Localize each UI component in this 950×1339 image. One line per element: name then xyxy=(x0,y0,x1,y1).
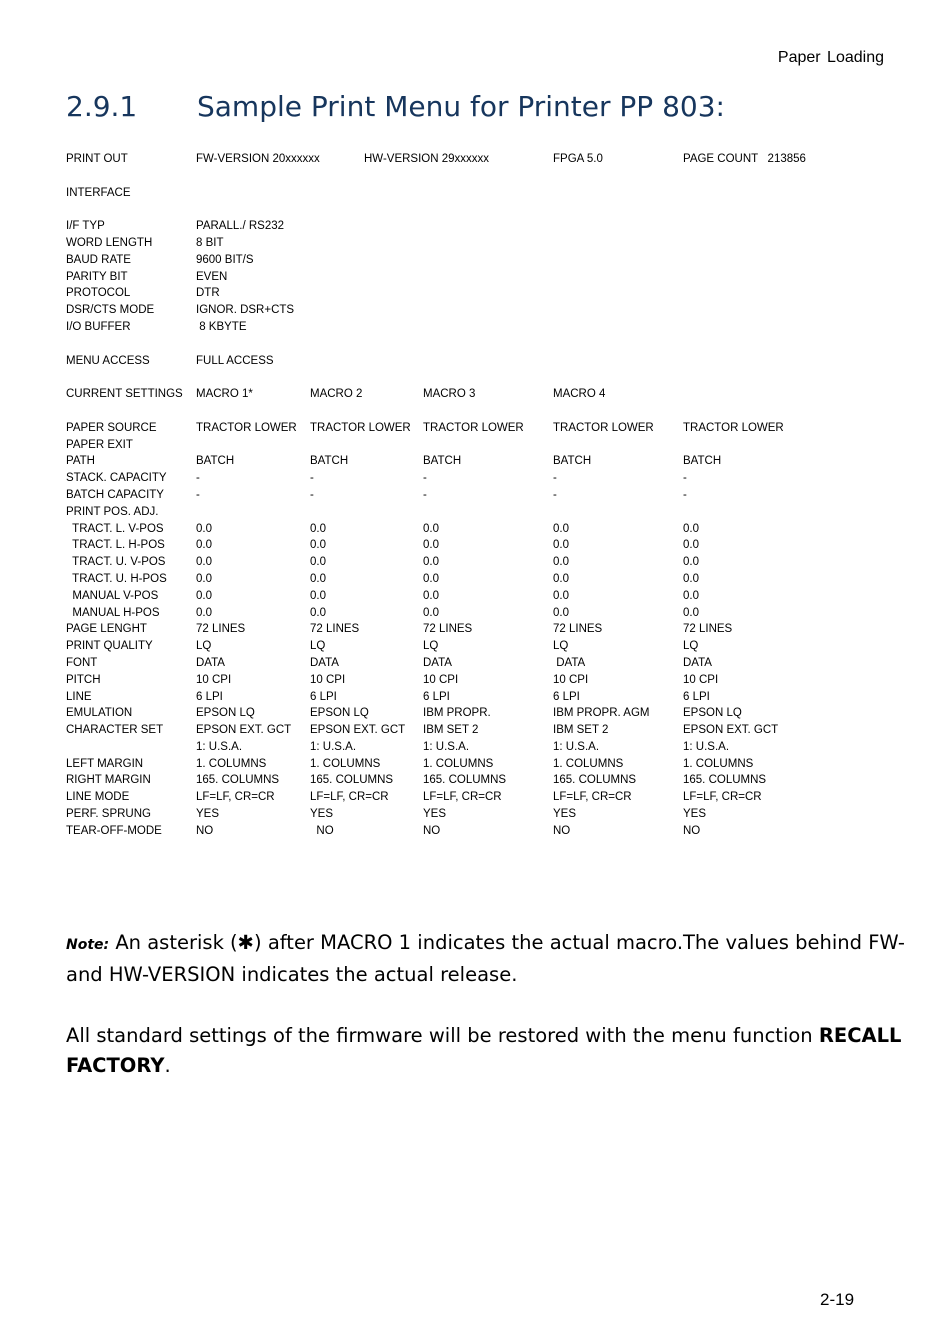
setting-value: YES xyxy=(310,808,334,821)
asterisk-symbol: ✱ xyxy=(237,931,255,954)
setting-value: 0.0 xyxy=(310,589,326,602)
setting-label: I/F TYP xyxy=(66,220,105,233)
menu-access-value: FULL ACCESS xyxy=(196,354,274,367)
setting-value: BATCH xyxy=(310,455,349,468)
setting-value: 165. COLUMNS xyxy=(553,774,637,787)
setting-value: 1. COLUMNS xyxy=(683,757,754,770)
setting-label: WORD LENGTH xyxy=(66,236,153,249)
setting-value: - xyxy=(423,472,427,485)
printout-label: PRINT OUT xyxy=(66,153,128,165)
setting-value: 0.0 xyxy=(196,556,212,569)
setting-value: - xyxy=(553,488,557,501)
setting-value: LQ xyxy=(196,640,212,653)
setting-value: EPSON EXT. GCT xyxy=(196,724,292,737)
setting-label: STACK. CAPACITY xyxy=(66,472,167,485)
note-paragraph xyxy=(66,928,916,990)
setting-value: 8 KBYTE xyxy=(196,320,247,333)
setting-label: PRINT QUALITY xyxy=(66,640,153,653)
setting-value: YES xyxy=(683,808,707,821)
setting-value: 10 CPI xyxy=(423,673,459,686)
setting-value: - xyxy=(423,488,427,501)
setting-label: TRACT. U. V-POS xyxy=(66,556,166,569)
setting-label: TRACT. L. H-POS xyxy=(66,539,165,552)
setting-label: DSR/CTS MODE xyxy=(66,304,155,317)
setting-value: 1. COLUMNS xyxy=(196,757,267,770)
setting-value: 0.0 xyxy=(196,522,212,535)
setting-value: 0.0 xyxy=(310,539,326,552)
setting-label: PAGE LENGHT xyxy=(66,623,147,636)
recall-text: All standard settings of the firmware will be restored with the menu function xyxy=(66,1024,819,1047)
note-label: Note: xyxy=(66,937,110,953)
setting-value: LF=LF, CR=CR xyxy=(683,791,762,804)
setting-value: DATA xyxy=(423,656,452,669)
setting-value: 0.0 xyxy=(310,522,326,535)
setting-value: IBM PROPR. xyxy=(423,707,491,720)
setting-value: TRACTOR LOWER xyxy=(683,421,784,434)
setting-label: TRACT. U. H-POS xyxy=(66,572,167,585)
macro-header: MACRO 4 xyxy=(553,388,606,401)
setting-value: 10 CPI xyxy=(196,673,232,686)
setting-label: PITCH xyxy=(66,673,101,686)
section-title: Sample Print Menu for Printer PP 803: xyxy=(197,90,725,123)
setting-value: BATCH xyxy=(683,455,722,468)
setting-label: TRACT. L. V-POS xyxy=(66,522,164,535)
setting-value: 10 CPI xyxy=(553,673,589,686)
setting-value: 165. COLUMNS xyxy=(683,774,767,787)
setting-value: EPSON LQ xyxy=(196,707,255,720)
setting-value: 6 LPI xyxy=(683,690,710,703)
setting-value: NO xyxy=(196,824,214,837)
setting-label: PRINT POS. ADJ. xyxy=(66,505,159,518)
setting-value: 165. COLUMNS xyxy=(310,774,394,787)
setting-label: LINE MODE xyxy=(66,791,130,804)
setting-label: MANUAL V-POS xyxy=(66,589,159,602)
setting-label: LINE xyxy=(66,690,92,703)
macro-header: MACRO 2 xyxy=(310,388,363,401)
setting-label: EMULATION xyxy=(66,707,133,720)
setting-value: IBM PROPR. AGM xyxy=(553,707,650,720)
setting-value: 1. COLUMNS xyxy=(310,757,381,770)
setting-value: LF=LF, CR=CR xyxy=(553,791,632,804)
setting-value: 0.0 xyxy=(423,556,439,569)
setting-value: 1: U.S.A. xyxy=(310,740,357,753)
setting-value: 72 LINES xyxy=(553,623,603,636)
setting-value: 0.0 xyxy=(310,556,326,569)
setting-value: YES xyxy=(553,808,577,821)
setting-value: 0.0 xyxy=(196,589,212,602)
setting-value: 165. COLUMNS xyxy=(196,774,280,787)
setting-value: 72 LINES xyxy=(423,623,473,636)
setting-value: 0.0 xyxy=(553,556,569,569)
setting-value: 1: U.S.A. xyxy=(553,740,600,753)
setting-value: 6 LPI xyxy=(423,690,450,703)
setting-value: 72 LINES xyxy=(196,623,246,636)
recall-end: . xyxy=(164,1054,171,1077)
setting-value: NO xyxy=(310,824,334,837)
setting-value: IGNOR. DSR+CTS xyxy=(196,304,295,317)
setting-value: - xyxy=(553,472,557,485)
setting-value: 0.0 xyxy=(553,589,569,602)
setting-value: LF=LF, CR=CR xyxy=(423,791,502,804)
menu-access-label: MENU ACCESS xyxy=(66,354,150,367)
setting-value: DTR xyxy=(196,287,220,300)
setting-value: NO xyxy=(423,824,441,837)
setting-value: EPSON EXT. GCT xyxy=(310,724,406,737)
setting-value: 9600 BIT/S xyxy=(196,253,254,266)
hw-version: HW-VERSION 29xxxxxx xyxy=(364,153,490,165)
setting-label: MANUAL H-POS xyxy=(66,606,160,619)
setting-value: 6 LPI xyxy=(310,690,337,703)
setting-value: 0.0 xyxy=(423,606,439,619)
setting-value: YES xyxy=(423,808,447,821)
setting-value: 1: U.S.A. xyxy=(683,740,730,753)
setting-value: EPSON LQ xyxy=(310,707,369,720)
setting-value: 0.0 xyxy=(310,606,326,619)
setting-label: PAPER SOURCE xyxy=(66,421,157,434)
setting-value: - xyxy=(196,488,200,501)
setting-label: I/O BUFFER xyxy=(66,320,131,333)
setting-value: IBM SET 2 xyxy=(553,724,609,737)
setting-label: PATH xyxy=(66,455,95,468)
setting-label: PROTOCOL xyxy=(66,287,131,300)
setting-label: BAUD RATE xyxy=(66,253,131,266)
setting-value: 0.0 xyxy=(196,606,212,619)
section-number: 2.9.1 xyxy=(66,90,138,123)
setting-value: BATCH xyxy=(423,455,462,468)
setting-value: DATA xyxy=(310,656,339,669)
section-heading xyxy=(66,90,725,123)
setting-label: CHARACTER SET xyxy=(66,724,164,737)
setting-value: EPSON EXT. GCT xyxy=(683,724,779,737)
setting-label: BATCH CAPACITY xyxy=(66,488,164,501)
macro-header: MACRO 3 xyxy=(423,388,476,401)
fpga-version: FPGA 5.0 xyxy=(553,153,603,165)
recall-factory-function: RECALL FACTORY xyxy=(66,1024,902,1077)
macro-header: MACRO 1* xyxy=(196,388,253,401)
setting-value: 0.0 xyxy=(196,539,212,552)
setting-value: 0.0 xyxy=(553,522,569,535)
setting-label: LEFT MARGIN xyxy=(66,757,144,770)
setting-value: YES xyxy=(196,808,220,821)
setting-value: 0.0 xyxy=(683,572,699,585)
setting-value: 0.0 xyxy=(310,572,326,585)
note-text-end: ) after MACRO 1 indicates the actual macro.The values behind FW- and HW-VERSION indicates the actual release. xyxy=(66,931,905,986)
setting-value: 0.0 xyxy=(423,572,439,585)
setting-value: 0.0 xyxy=(683,522,699,535)
recall-paragraph xyxy=(66,1021,916,1081)
setting-value: LQ xyxy=(310,640,326,653)
setting-value: 0.0 xyxy=(553,539,569,552)
setting-value: EVEN xyxy=(196,270,228,283)
setting-value: 1. COLUMNS xyxy=(553,757,624,770)
setting-value: 0.0 xyxy=(423,589,439,602)
setting-value: 10 CPI xyxy=(310,673,346,686)
setting-label: PAPER EXIT xyxy=(66,438,133,451)
setting-value: 8 BIT xyxy=(196,236,224,249)
setting-value: TRACTOR LOWER xyxy=(553,421,654,434)
setting-value: DATA xyxy=(196,656,225,669)
setting-label: PERF. SPRUNG xyxy=(66,808,151,821)
setting-value: PARALL./ RS232 xyxy=(196,220,285,233)
setting-value: NO xyxy=(683,824,701,837)
setting-value: 0.0 xyxy=(553,606,569,619)
setting-value: 6 LPI xyxy=(553,690,580,703)
setting-value: LQ xyxy=(423,640,439,653)
setting-value: 10 CPI xyxy=(683,673,719,686)
setting-label: FONT xyxy=(66,656,98,669)
setting-value: LF=LF, CR=CR xyxy=(310,791,389,804)
setting-value: 72 LINES xyxy=(683,623,733,636)
setting-value: 0.0 xyxy=(423,522,439,535)
current-settings-label: CURRENT SETTINGS xyxy=(66,388,183,401)
setting-value: EPSON LQ xyxy=(683,707,742,720)
setting-value: TRACTOR LOWER xyxy=(423,421,524,434)
setting-value: 0.0 xyxy=(553,572,569,585)
setting-value: 0.0 xyxy=(196,572,212,585)
setting-value: 0.0 xyxy=(683,556,699,569)
setting-value: LQ xyxy=(553,640,569,653)
setting-value: 165. COLUMNS xyxy=(423,774,507,787)
setting-value: 1: U.S.A. xyxy=(196,740,243,753)
page-count: PAGE COUNT 213856 xyxy=(683,153,806,165)
setting-label: TEAR-OFF-MODE xyxy=(66,824,162,837)
setting-value: BATCH xyxy=(196,455,235,468)
setting-value: 72 LINES xyxy=(310,623,360,636)
setting-value: NO xyxy=(553,824,571,837)
setting-label: RIGHT MARGIN xyxy=(66,774,151,787)
setting-value: TRACTOR LOWER xyxy=(310,421,411,434)
setting-value: DATA xyxy=(553,656,586,669)
running-header: Paper Loading xyxy=(777,49,884,66)
interface-heading: INTERFACE xyxy=(66,186,131,199)
setting-value: - xyxy=(310,472,314,485)
setting-value: 0.0 xyxy=(683,539,699,552)
setting-value: 1. COLUMNS xyxy=(423,757,494,770)
setting-value: - xyxy=(310,488,314,501)
setting-value: LQ xyxy=(683,640,699,653)
setting-value: 0.0 xyxy=(423,539,439,552)
setting-value: DATA xyxy=(683,656,712,669)
setting-label: PARITY BIT xyxy=(66,270,128,283)
setting-value: TRACTOR LOWER xyxy=(196,421,297,434)
fw-version: FW-VERSION 20xxxxxx xyxy=(196,153,320,165)
setting-value: - xyxy=(683,488,687,501)
page-number: 2-19 xyxy=(820,1290,855,1309)
setting-value: 6 LPI xyxy=(196,690,223,703)
setting-value: - xyxy=(683,472,687,485)
setting-value: IBM SET 2 xyxy=(423,724,479,737)
setting-value: LF=LF, CR=CR xyxy=(196,791,275,804)
setting-value: 0.0 xyxy=(683,606,699,619)
setting-value: 0.0 xyxy=(683,589,699,602)
setting-value: - xyxy=(196,472,200,485)
note-text-start: An asterisk ( xyxy=(109,931,238,954)
setting-value: BATCH xyxy=(553,455,592,468)
setting-value: 1: U.S.A. xyxy=(423,740,470,753)
